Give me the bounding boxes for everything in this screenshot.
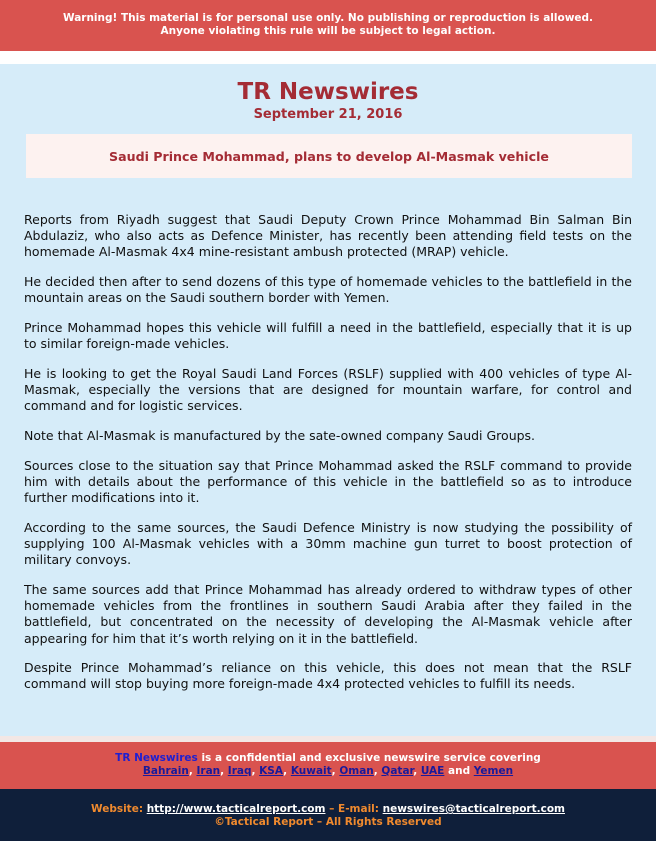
separator: , xyxy=(251,765,260,777)
coverage-line xyxy=(0,752,656,765)
separator: , xyxy=(283,765,291,777)
separator: , xyxy=(413,765,421,777)
copyright: ©Tactical Report – All Rights Reserved xyxy=(214,816,442,828)
country-link-qatar[interactable]: Qatar xyxy=(381,765,414,777)
country-link-bahrain[interactable]: Bahrain xyxy=(142,765,189,777)
top-spacer xyxy=(0,51,656,64)
footer-contact xyxy=(0,789,656,841)
article-paragraph: Sources close to the situation say that Prince Mohammad asked the RSLF command to provide him with details about the performance of this vehicle in the battlefield so as to introduce further modifications into it. xyxy=(24,457,632,506)
contact-line xyxy=(0,803,656,816)
article-paragraph: Despite Prince Mohammad’s reliance on this vehicle, this does not mean that the RSLF command will stop buying more foreign-made 4x4 protected vehicles to fulfill its needs. xyxy=(24,660,632,692)
masthead xyxy=(0,78,656,124)
country-link-iran[interactable]: Iran xyxy=(196,765,221,777)
article-body xyxy=(24,212,632,706)
article-paragraph: According to the same sources, the Saudi Defence Ministry is now studying the possibility of supplying 100 Al-Masmak vehicles with a 30mm machine gun turret to boost protection of military convoys. xyxy=(24,519,632,568)
country-list xyxy=(0,765,656,778)
warning-line-1: Warning! This material is for personal use only. No publishing or reproduction is allowed. xyxy=(62,12,594,24)
footer-coverage xyxy=(0,742,656,789)
article-paragraph: He decided then after to send dozens of this type of homemade vehicles to the battlefield in the mountain areas on the Saudi southern border with Yemen. xyxy=(24,274,632,306)
footer-brand: TR Newswires xyxy=(115,752,198,764)
website-link[interactable]: http://www.tacticalreport.com xyxy=(146,803,326,815)
article-paragraph: Reports from Riyadh suggest that Saudi Deputy Crown Prince Mohammad Bin Salman Bin Abdulaziz, who also acts as Defence Minister, has recently been attending field tests on the homemade Al-Masmak 4x4 mine-resistant ambush protected (MRAP) vehicle. xyxy=(24,212,632,260)
country-link-ksa[interactable]: KSA xyxy=(259,765,284,777)
separator-and: and xyxy=(444,765,474,777)
article-headline: Saudi Prince Mohammad, plans to develop Al-Masmak vehicle xyxy=(109,148,549,164)
separator: , xyxy=(373,765,382,777)
warning-banner xyxy=(0,0,656,51)
country-link-iraq[interactable]: Iraq xyxy=(227,765,252,777)
country-link-uae[interactable]: UAE xyxy=(420,765,445,777)
email-link[interactable]: newswires@tacticalreport.com xyxy=(382,803,565,815)
warning-line-2: Anyone violating this rule will be subject to legal action. xyxy=(160,25,496,37)
article-paragraph: Note that Al-Masmak is manufactured by the sate-owned company Saudi Groups. xyxy=(24,428,536,444)
country-link-oman[interactable]: Oman xyxy=(339,765,374,777)
website-label: Website: xyxy=(90,803,147,815)
separator: , xyxy=(331,765,340,777)
main-content xyxy=(0,64,656,736)
publication-name: TR Newswires xyxy=(237,79,419,105)
separator: , xyxy=(220,765,228,777)
publication-date: September 21, 2016 xyxy=(253,107,403,122)
separator: , xyxy=(188,765,197,777)
email-label: – E-mail: xyxy=(325,803,383,815)
coverage-text: is a confidential and exclusive newswire service covering xyxy=(197,752,541,764)
article-paragraph: Prince Mohammad hopes this vehicle will fulfill a need in the battlefield, especially that it is up to similar foreign-made vehicles. xyxy=(24,320,632,352)
country-link-yemen[interactable]: Yemen xyxy=(473,765,514,777)
country-link-kuwait[interactable]: Kuwait xyxy=(290,765,332,777)
headline-box xyxy=(26,134,632,178)
article-paragraph: The same sources add that Prince Mohammad has already ordered to withdraw types of other homemade vehicles from the frontlines in southern Saudi Arabia after they failed in the battlefield, but concentrated on the necessity of developing the Al-Masmak vehicle after appearing for him that it’s worth relying on it in the battlefield. xyxy=(24,581,632,646)
article-paragraph: He is looking to get the Royal Saudi Land Forces (RSLF) supplied with 400 vehicles of type Al-Masmak, especially the versions that are designed for mountain warfare, for control and command and for logistic services. xyxy=(24,365,632,414)
